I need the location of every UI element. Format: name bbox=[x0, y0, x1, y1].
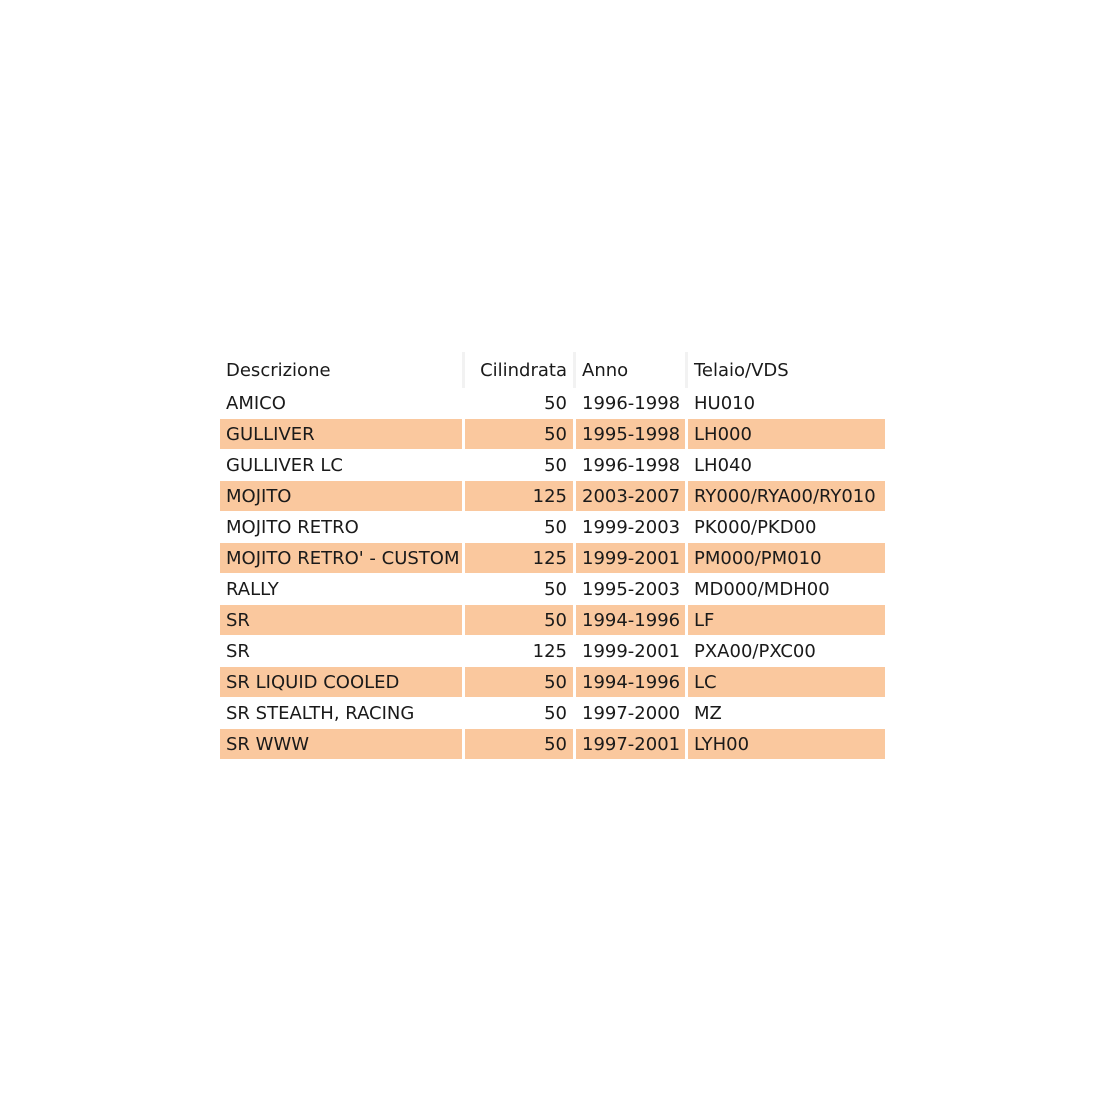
cell-descrizione: MOJITO bbox=[220, 481, 465, 512]
cell-descrizione: RALLY bbox=[220, 574, 465, 605]
cell-telaio-vds: LH040 bbox=[688, 450, 885, 481]
cell-descrizione: MOJITO RETRO bbox=[220, 512, 465, 543]
cell-cilindrata: 50 bbox=[465, 512, 576, 543]
cell-cilindrata: 125 bbox=[465, 543, 576, 574]
cell-telaio-vds: MD000/MDH00 bbox=[688, 574, 885, 605]
table-row bbox=[220, 636, 885, 667]
cell-cilindrata: 50 bbox=[465, 667, 576, 698]
table-row bbox=[220, 388, 885, 419]
cell-descrizione: SR LIQUID COOLED bbox=[220, 667, 465, 698]
cell-descrizione: SR bbox=[220, 605, 465, 636]
cell-anno: 1999-2001 bbox=[576, 636, 688, 667]
cell-anno: 1997-2001 bbox=[576, 729, 688, 760]
cell-anno: 1996-1998 bbox=[576, 388, 688, 419]
cell-telaio-vds: LH000 bbox=[688, 419, 885, 450]
header-telaio-vds: Telaio/VDS bbox=[694, 359, 789, 381]
cell-cilindrata: 125 bbox=[465, 481, 576, 512]
cell-cilindrata: 50 bbox=[465, 605, 576, 636]
table-row bbox=[220, 729, 885, 760]
table-body bbox=[220, 388, 885, 760]
table-row bbox=[220, 512, 885, 543]
cell-descrizione: GULLIVER LC bbox=[220, 450, 465, 481]
table-row bbox=[220, 419, 885, 450]
cell-cilindrata: 50 bbox=[465, 698, 576, 729]
header-anno: Anno bbox=[576, 352, 688, 388]
cell-telaio-vds: PK000/PKD00 bbox=[688, 512, 885, 543]
cell-descrizione: SR STEALTH, RACING bbox=[220, 698, 465, 729]
cell-cilindrata: 125 bbox=[465, 636, 576, 667]
cell-telaio-vds: RY000/RYA00/RY010 bbox=[688, 481, 885, 512]
table-row bbox=[220, 667, 885, 698]
header-cilindrata: Cilindrata bbox=[465, 352, 576, 388]
cell-telaio-vds: MZ bbox=[688, 698, 885, 729]
cell-anno: 1994-1996 bbox=[576, 667, 688, 698]
header-descrizione: Descrizione bbox=[220, 352, 465, 388]
table-row bbox=[220, 574, 885, 605]
cell-descrizione: SR bbox=[220, 636, 465, 667]
cell-telaio-vds: PXA00/PXC00 bbox=[688, 636, 885, 667]
cell-anno: 1996-1998 bbox=[576, 450, 688, 481]
cell-descrizione: AMICO bbox=[220, 388, 465, 419]
cell-telaio-vds: LC bbox=[688, 667, 885, 698]
cell-telaio-vds: LF bbox=[688, 605, 885, 636]
cell-anno: 1995-2003 bbox=[576, 574, 688, 605]
cell-anno: 2003-2007 bbox=[576, 481, 688, 512]
cell-descrizione: GULLIVER bbox=[220, 419, 465, 450]
cell-anno: 1999-2003 bbox=[576, 512, 688, 543]
cell-telaio-vds: LYH00 bbox=[688, 729, 885, 760]
cell-telaio-vds: HU010 bbox=[688, 388, 885, 419]
cell-cilindrata: 50 bbox=[465, 729, 576, 760]
cell-anno: 1994-1996 bbox=[576, 605, 688, 636]
cell-cilindrata: 50 bbox=[465, 450, 576, 481]
compatibility-table-container bbox=[220, 352, 885, 760]
cell-descrizione: SR WWW bbox=[220, 729, 465, 760]
header-row bbox=[220, 352, 885, 388]
cell-cilindrata: 50 bbox=[465, 419, 576, 450]
table-header bbox=[220, 352, 885, 388]
table-row bbox=[220, 481, 885, 512]
cell-telaio-vds: PM000/PM010 bbox=[688, 543, 885, 574]
table-row bbox=[220, 450, 885, 481]
table-row bbox=[220, 698, 885, 729]
cell-descrizione: MOJITO RETRO' - CUSTOM bbox=[220, 543, 465, 574]
cell-anno: 1999-2001 bbox=[576, 543, 688, 574]
cell-cilindrata: 50 bbox=[465, 574, 576, 605]
cell-cilindrata: 50 bbox=[465, 388, 576, 419]
cell-anno: 1995-1998 bbox=[576, 419, 688, 450]
cell-anno: 1997-2000 bbox=[576, 698, 688, 729]
table-row bbox=[220, 605, 885, 636]
compatibility-table bbox=[220, 352, 885, 760]
table-row bbox=[220, 543, 885, 574]
